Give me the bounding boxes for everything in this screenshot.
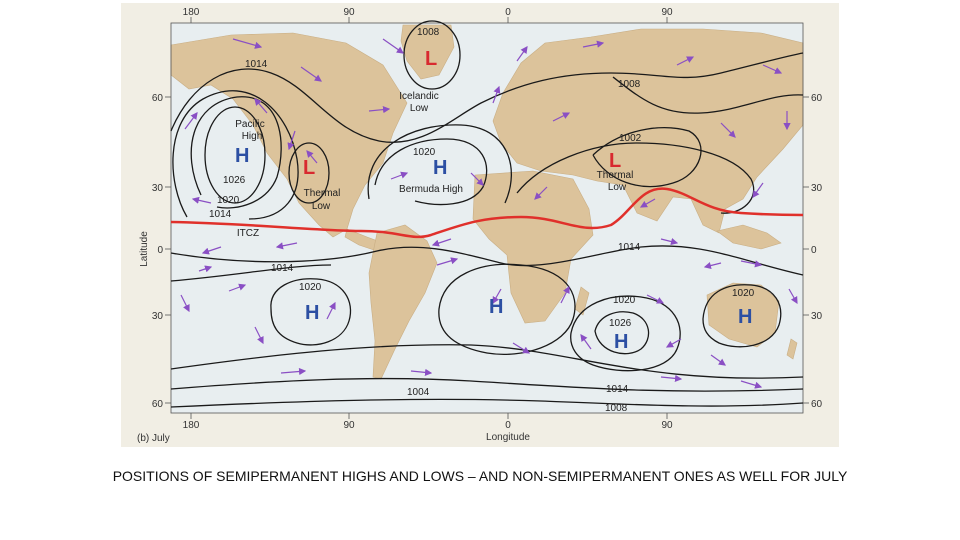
tick-label: 90 [343,7,355,18]
tick-label: 60 [811,399,823,410]
pacific-high-symbol: H [235,145,250,167]
isobar-label: 1014 [245,59,268,70]
thermal-low-na-symbol: L [303,157,316,179]
pacific-high-label: High [241,131,263,142]
bermuda-high-label: Bermuda High [399,184,463,195]
tick-label: 90 [661,420,673,431]
thermal-low-asia-symbol: L [609,150,622,172]
right-tick-labels [811,93,823,410]
isobar-label: 1020 [299,282,322,293]
thermal-low-asia-label: Low [607,182,627,193]
tick-label: 0 [505,7,511,18]
thermal-low-asia-label: Thermal [596,170,634,181]
world-map [121,3,839,447]
icelandic-low-symbol: L [425,48,438,70]
tick-label: 30 [811,183,823,194]
isobar-label: 1004 [407,387,430,398]
thermal-low-na-label: Thermal [303,188,341,199]
bottom-tick-labels [183,420,673,431]
isobar-label: 1020 [732,288,755,299]
tick-label: 0 [505,420,511,431]
top-tick-labels [183,7,673,18]
tick-label: 90 [661,7,673,18]
itcz-label: ITCZ [236,228,260,239]
bermuda-high-symbol: H [433,157,448,179]
isobar-label: 1026 [223,175,246,186]
isobar-label: 1014 [618,242,641,253]
tick-label: 30 [811,311,823,322]
pacific-high-label: Pacific [235,119,265,130]
isobar-label: 1008 [618,79,641,90]
isobar-label: 1008 [417,27,440,38]
tick-label: 90 [343,420,355,431]
x-axis-label: Longitude [486,432,530,443]
isobar-label: 1014 [271,263,294,274]
left-tick-labels [152,93,164,410]
isobar-label: 1020 [613,295,636,306]
south-atlantic-high-symbol: H [489,296,504,318]
tick-label: 30 [151,183,163,194]
panel-label: (b) July [137,433,170,444]
isobar-label: 1002 [619,133,642,144]
tick-label: 60 [811,93,823,104]
south-pacific-high-symbol: H [305,302,320,324]
slide-caption: POSITIONS OF SEMIPERMANENT HIGHS AND LOWS – AND NON-SEMIPERMANENT ONES AS WELL FOR JULY [112,468,848,484]
australia-high-symbol: H [738,306,753,328]
tick-label: 180 [182,7,200,18]
isobar-label: 1008 [605,403,628,414]
icelandic-low-label: Icelandic [399,91,439,102]
isobar-label: 1026 [609,318,632,329]
icelandic-low-label: Low [409,103,429,114]
pressure-map-figure [121,3,839,447]
tick-label: 60 [151,93,163,104]
tick-label: 60 [151,399,163,410]
isobar-label: 1014 [606,384,629,395]
isobar-label: 1020 [413,147,436,158]
isobar-label: 1020 [217,195,240,206]
tick-label: 30 [151,311,163,322]
thermal-low-na-label: Low [311,201,331,212]
tick-label: 180 [182,420,200,431]
south-indian-high-symbol: H [614,331,629,353]
tick-label: 0 [157,245,163,256]
isobar-label: 1014 [209,209,232,220]
tick-label: 0 [811,245,817,256]
y-axis-label: Latitude [139,231,150,267]
